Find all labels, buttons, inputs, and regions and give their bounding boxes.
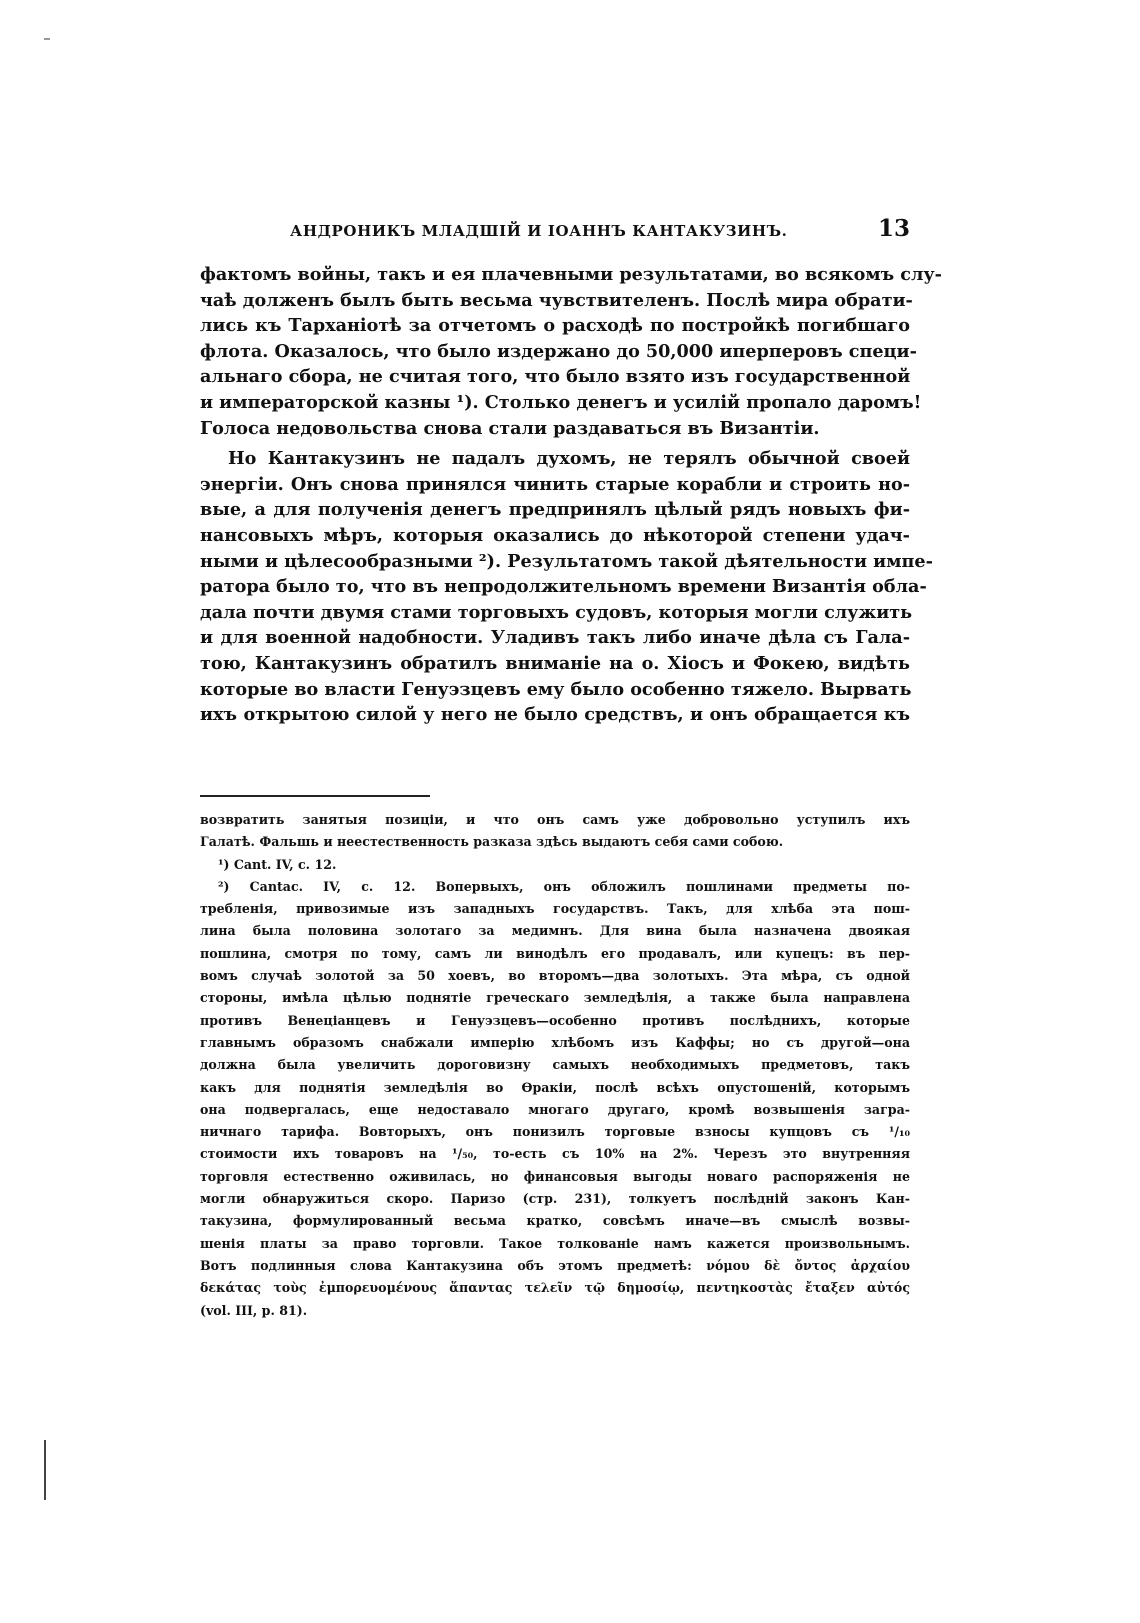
text-line: ратора было то, что въ непродолжительномъ времени Византія обла- [200,576,927,598]
text-line: альнаго сбора, не считая того, что было взято изъ государственной [200,366,911,388]
footnote-2: ²) Cantac. IV, c. 12. Вопервыхъ, онъ обложилъ пошлинами предметы по- [218,878,910,894]
footnote-line: шенія платы за право торговли. Такое толкованіе намъ кажется произвольнымъ. [200,1235,910,1251]
text-line: чаѣ долженъ былъ быть весьма чувствителенъ. Послѣ мира обрати- [200,289,913,311]
footnote-line: торговля естественно оживилась, но финансовыя выгоды новаго распоряженія не [200,1168,910,1184]
footnote-line: стороны, имѣла цѣлью поднятіе греческаго земледѣлія, а также была направлена [200,990,910,1006]
text-line: энергіи. Онъ снова принялся чинить старые корабли и строить но- [200,473,910,495]
footnote-line: она подвергалась, еще недоставало многаго другаго, кромѣ возвышенія загра- [200,1101,910,1117]
main-text [200,262,942,728]
text-line: вые, а для полученія денегъ предпринялъ цѣлый рядъ новыхъ фи- [200,499,910,521]
text-line: тою, Кантакузинъ обратилъ вниманіе на о. Хіосъ и Фокею, видѣть [200,652,910,674]
footnote-line: ничнаго тарифа. Вовторыхъ, онъ понизилъ торговые взносы купцовъ съ ¹/₁₀ [200,1124,910,1140]
text-line: Голоса недовольства снова стали раздаваться въ Византіи. [200,417,820,439]
text-line: ихъ открытою силой у него не было средствъ, и онъ обращается къ [200,704,910,726]
footnote-line: (vol. III, p. 81). [200,1302,308,1318]
footnote-line: Галатѣ. Фальшь и неестественность разказа здѣсь выдаютъ себя сами собою. [200,834,784,850]
text-line: Но Кантакузинъ не падалъ духомъ, не терялъ обычной своей [228,448,910,470]
text-line: и для военной надобности. Уладивъ такъ либо иначе дѣла съ Гала- [200,627,910,649]
footnote-line: пошлина, смотря по тому, самъ ли винодѣлъ его продавалъ, или купецъ: въ пер- [200,945,910,961]
text-line: и императорской казны ¹). Столько денегъ и усилій пропало даромъ! [200,391,922,413]
text-line: ными и цѣлесообразными ²). Результатомъ такой дѣятельности импе- [200,550,933,572]
footnote-1: ¹) Cant. IV, c. 12. [218,856,337,872]
page-header [290,215,910,245]
text-line: лись къ Тарханіотѣ за отчетомъ о расходѣ по постройкѣ погибшаго [200,315,910,337]
footnote-line: Вотъ подлинныя слова Кантакузина объ этомъ предметѣ: νόμου δὲ ὄντος ἀρχαίου [200,1257,910,1273]
footnote-line: стоимости ихъ товаровъ на ¹/₅₀, то-есть съ 10% на 2%. Черезъ это внутренняя [200,1146,910,1162]
footnotes [200,809,910,1322]
footnote-line: какъ для поднятія земледѣлія во Ѳракіи, послѣ всѣхъ опустошеній, которымъ [200,1079,910,1095]
footnote-line: главнымъ образомъ снабжали имперію хлѣбомъ изъ Каффы; но съ другой—она [200,1034,910,1050]
text-line: нансовыхъ мѣръ, которыя оказались до нѣкоторой степени удач- [200,524,910,546]
footnote-line: противъ Венеціанцевъ и Генуэзцевъ—особенно противъ послѣднихъ, которые [200,1012,910,1028]
text-line: дала почти двумя стами торговыхъ судовъ, которыя могли служить [200,601,913,623]
footnote-line: δεκάτας τοὺς ἐμπορευομένους ἅπαντας τελεῖν τῷ δημοσίῳ, πεντηκοστὰς ἔταξεν αὐτός [200,1280,910,1296]
scan-artifact-mark [44,38,50,40]
footnote-line: могли обнаружиться скоро. Паризо (стр. 231), толкуетъ послѣдній законъ Кан- [200,1191,910,1207]
text-line: фактомъ войны, такъ и ея плачевными результатами, во всякомъ слу- [200,264,942,285]
footnote-divider [200,795,430,797]
footnote-line: должна была увеличить дороговизну самыхъ необходимыхъ предметовъ, такъ [200,1057,910,1073]
footnote-line: лина была половина золотаго за медимнъ. Для вина была назначена двоякая [200,923,910,939]
footnote-line: возвратить занятыя позиціи, и что онъ самъ уже добровольно уступилъ ихъ [200,812,910,827]
running-head: АНДРОНИКЪ МЛАДШІЙ И ІОАННЪ КАНТАКУЗИНЪ. [290,222,788,240]
footnote-line: такузина, формулированный весьма кратко, совсѣмъ иначе—въ смыслѣ возвы- [200,1213,910,1229]
page-number: 13 [877,215,910,242]
footnote-line: требленія, привозимые изъ западныхъ государствъ. Такъ, для хлѣба эта пош- [200,901,910,917]
scan-artifact-mark [44,1440,46,1500]
footnote-line: вомъ случаѣ золотой за 50 хоевъ, во второмъ—два золотыхъ. Эта мѣра, съ одной [200,968,910,984]
text-line: флота. Оказалось, что было издержано до 50,000 иперперовъ специ- [200,340,917,362]
text-line: которые во власти Генуэзцевъ ему было особенно тяжело. Вырвать [200,678,912,700]
